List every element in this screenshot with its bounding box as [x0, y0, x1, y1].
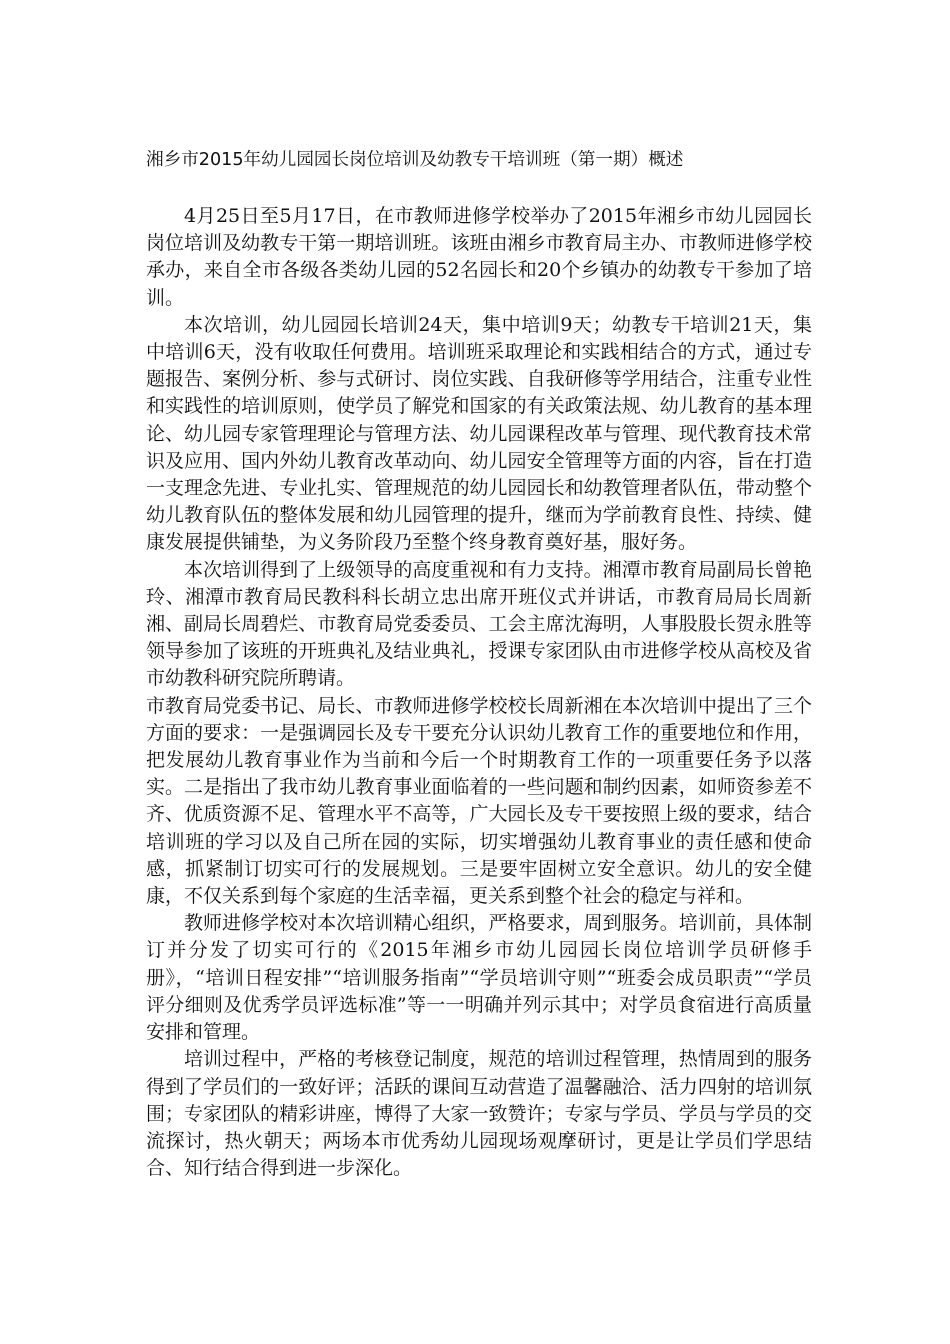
paragraph-leadership-support: 本次培训得到了上级领导的高度重视和有力支持。湘潭市教育局副局长曾艳玲、湘潭市教育局民教科科长胡立忠出席开班仪式并讲话，市教育局局长周新湘、副局长周碧烂、市教育局党委委员、工会主席沈海明，人事股股长贺永胜等领导参加了该班的开班典礼及结业典礼，授课专家团队由市进修学校从高校及省市幼教科研究院所聘请。: [146, 558, 812, 690]
paragraph-three-requirements: 市教育局党委书记、局长、市教师进修学校校长周新湘在本次培训中提出了三个方面的要求：一是强调园长及专干要充分认识幼儿教育工作的重要地位和作用，把发展幼儿教育事业作为当前和今后一个时期教育工作的一项重要任务予以落实。二是指出了我市幼儿教育事业面临着的一些问题和制约因素，如师资参差不齐、优质资源不足、管理水平不高等，广大园长及专干要按照上级的要求，结合培训班的学习以及自己所在园的实际，切实增强幼儿教育事业的责任感和使命感，抓紧制订切实可行的发展规划。三是要牢固树立安全意识。幼儿的安全健康，不仅关系到每个家庭的生活幸福，更关系到整个社会的稳定与祥和。: [146, 694, 812, 908]
document-body: [146, 203, 812, 1182]
document-title: 湘乡市2015年幼儿园园长岗位培训及幼教专干培训班（第一期）概述: [146, 150, 684, 170]
paragraph-training-process: 培训过程中，严格的考核登记制度，规范的培训过程管理，热情周到的服务得到了学员们的一致好评；活跃的课间互动营造了温馨融洽、活力四射的培训氛围；专家团队的精彩讲座，博得了大家一致赞许；专家与学员、学员与学员的交流探讨，热火朝天；两场本市优秀幼儿园现场观摩研讨，更是让学员们学思结合、知行结合得到进一步深化。: [146, 1048, 812, 1180]
paragraph-training-content: 本次培训，幼儿园园长培训24天，集中培训9天；幼教专干培训21天，集中培训6天，没有收取任何费用。培训班采取理论和实践相结合的方式，通过专题报告、案例分析、参与式研讨、岗位实践、自我研修等学用结合，注重专业性和实践性的培训原则，使学员了解党和国家的有关政策法规、幼儿教育的基本理论、幼儿园专家管理理论与管理方法、幼儿园课程改革与管理、现代教育技术常识及应用、国内外幼儿教育改革动向、幼儿园安全管理等方面的内容，旨在打造一支理念先进、专业扎实、管理规范的幼儿园园长和幼教管理者队伍，带动整个幼儿教育队伍的整体发展和幼儿园管理的提升，继而为学前教育良性、持续、健康发展提供铺垫，为义务阶段乃至整个终身教育奠好基，服好务。: [146, 313, 812, 554]
paragraph-organization: 教师进修学校对本次培训精心组织，严格要求，周到服务。培训前，具体制订并分发了切实可行的《2015年湘乡市幼儿园园长岗位培训学员研修手册》，“培训日程安排”“培训服务指南”“学员培训守则”“班委会成员职责”“学员评分细则及优秀学员评选标准”等一一明确并列示其中；对学员食宿进行高质量安排和管理。: [146, 912, 812, 1044]
paragraph-overview: 4月25日至5月17日，在市教师进修学校举办了2015年湘乡市幼儿园园长岗位培训及幼教专干第一期培训班。该班由湘乡市教育局主办、市教师进修学校承办，来自全市各级各类幼儿园的52名园长和20个乡镇办的幼教专干参加了培训。: [146, 205, 812, 309]
